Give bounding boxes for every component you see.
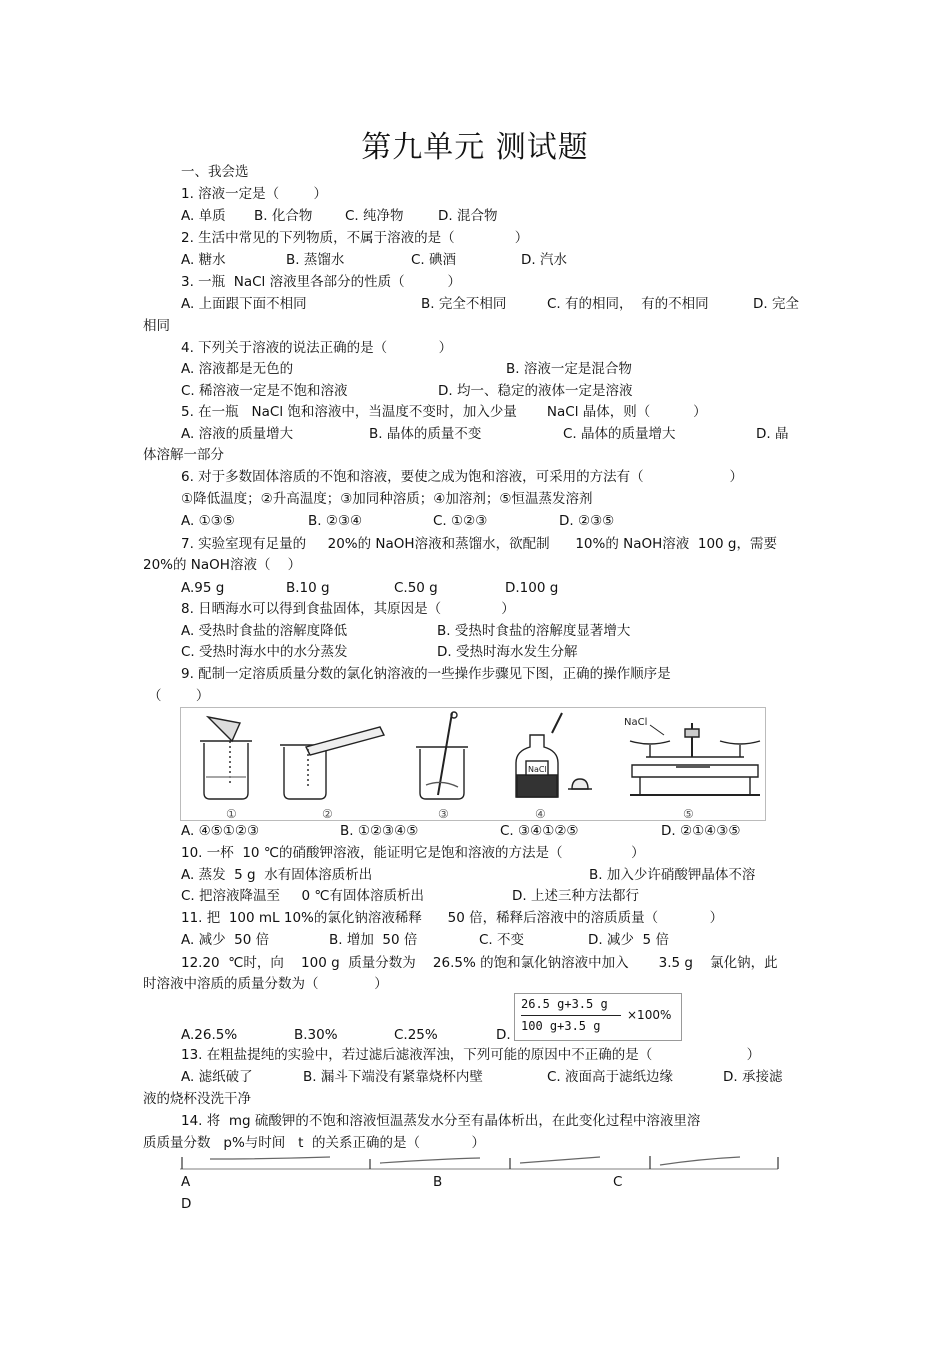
q7-option-b: B.10 g	[286, 580, 330, 596]
q3-option-d-cont: 相同	[143, 318, 170, 334]
q9-fig-label-3: ③	[438, 807, 449, 821]
q12-option-c: C.25%	[394, 1027, 438, 1043]
q6-option-d: D. ②③⑤	[559, 513, 615, 529]
q4-option-b: B. 溶液一定是混合物	[506, 361, 632, 377]
q13-option-b: B. 漏斗下端没有紧靠烧杯内壁	[303, 1069, 483, 1085]
q13-stem: 13. 在粗盐提纯的实验中，若过滤后滤液浑浊，下列可能的原因中不正确的是（ ）	[181, 1047, 761, 1063]
q5-option-b: B. 晶体的质量不变	[369, 426, 482, 442]
q11-option-d: D. 减少 5 倍	[588, 932, 669, 948]
q14-option-a: A	[181, 1174, 191, 1190]
q9-figure	[180, 707, 766, 821]
page-title: 第九单元 测试题	[361, 130, 589, 165]
q8-option-b: B. 受热时食盐的溶解度显著增大	[437, 623, 631, 639]
q2-option-b: B. 蒸馏水	[286, 252, 345, 268]
formula-denominator: 100 g+3.5 g	[521, 1019, 601, 1033]
q2-option-d: D. 汽水	[521, 252, 567, 268]
q14-graphs-strip	[180, 1153, 780, 1171]
q9-stem: 9. 配制一定溶质质量分数的氯化钠溶液的一些操作步骤见下图，正确的操作顺序是	[181, 666, 671, 682]
q11-option-b: B. 增加 50 倍	[329, 932, 418, 948]
q2-stem: 2. 生活中常见的下列物质，不属于溶液的是（ ）	[181, 230, 529, 246]
formula-fraction-bar	[521, 1015, 621, 1016]
q13-option-a: A. 滤纸破了	[181, 1069, 253, 1085]
q9-option-a: A. ④⑤①②③	[181, 823, 260, 839]
q5-stem: 5. 在一瓶 NaCl 饱和溶液中，当温度不变时，加入少量 NaCl 晶体，则（ ）	[181, 404, 707, 420]
q3-stem: 3. 一瓶 NaCl 溶液里各部分的性质（ ）	[181, 274, 462, 290]
q12-option-a: A.26.5%	[181, 1027, 238, 1043]
formula-numerator: 26.5 g+3.5 g	[521, 997, 608, 1011]
q5-option-c: C. 晶体的质量增大	[563, 426, 676, 442]
q5-option-a: A. 溶液的质量增大	[181, 426, 294, 442]
q10-option-c: C. 把溶液降温至 0 ℃有固体溶质析出	[181, 888, 425, 904]
q3-option-d: D. 完全	[753, 296, 799, 312]
q6-option-a: A. ①③⑤	[181, 513, 235, 529]
q3-option-a: A. 上面跟下面不相同	[181, 296, 307, 312]
q7-stem-cont: 20%的 NaOH溶液（ ）	[143, 557, 302, 573]
q9-stem-cont: （ ）	[148, 688, 210, 704]
q14-option-d: D	[181, 1196, 192, 1212]
q10-option-b: B. 加入少许硝酸钾晶体不溶	[589, 867, 756, 883]
q9-option-d: D. ②①④③⑤	[661, 823, 741, 839]
q5-option-d: D. 晶	[756, 426, 789, 442]
q10-option-d: D. 上述三种方法都行	[512, 888, 639, 904]
q7-option-c: C.50 g	[394, 580, 438, 596]
q14-stem-cont: 质质量分数 p%与时间 t 的关系正确的是（ ）	[143, 1135, 486, 1151]
q14-option-c: C	[613, 1174, 623, 1190]
q11-option-a: A. 减少 50 倍	[181, 932, 270, 948]
q7-option-a: A.95 g	[181, 580, 225, 596]
q9-option-c: C. ③④①②⑤	[500, 823, 579, 839]
q13-option-d: D. 承接滤	[723, 1069, 783, 1085]
q14-option-b: B	[433, 1174, 443, 1190]
q12-stem-cont: 时溶液中溶质的质量分数为（ ）	[143, 976, 388, 992]
reagent-bottle-icon	[516, 713, 592, 797]
q12-stem: 12.20 ℃时，向 100 g 质量分数为 26.5% 的饱和氯化钠溶液中加入 3.5 g 氯化钠，此	[181, 955, 778, 971]
svg-text:NaCl: NaCl	[624, 717, 648, 728]
q12-option-b: B.30%	[294, 1027, 338, 1043]
q1-stem: 1. 溶液一定是（ ）	[181, 186, 328, 202]
q8-option-c: C. 受热时海水中的水分蒸发	[181, 644, 348, 660]
q5-option-d-cont: 体溶解一部分	[143, 447, 224, 463]
q11-stem: 11. 把 100 mL 10%的氯化钠溶液稀释 50 倍，稀释后溶液中的溶质质量（ ）	[181, 910, 724, 926]
balance-icon	[624, 717, 760, 795]
q2-option-a: A. 糖水	[181, 252, 226, 268]
q4-option-a: A. 溶液都是无色的	[181, 361, 294, 377]
q1-option-d: D. 混合物	[438, 208, 498, 224]
q10-option-a: A. 蒸发 5 g 水有固体溶质析出	[181, 867, 373, 883]
q9-fig-label-2: ②	[322, 807, 333, 821]
q13-option-d-cont: 液的烧杯没洗干净	[143, 1091, 251, 1107]
q14-stem: 14. 将 mg 硫酸钾的不饱和溶液恒温蒸发水分至有晶体析出，在此变化过程中溶液里溶	[181, 1113, 701, 1129]
q7-option-d: D.100 g	[505, 580, 559, 596]
stirring-rod-icon	[416, 712, 468, 799]
q8-option-d: D. 受热时海水发生分解	[437, 644, 578, 660]
q12-formula-box	[514, 993, 682, 1041]
q1-option-b: B. 化合物	[254, 208, 313, 224]
q1-option-c: C. 纯净物	[345, 208, 404, 224]
q8-stem: 8. 日晒海水可以得到食盐固体，其原因是（ ）	[181, 601, 515, 617]
q9-fig-label-5: ⑤	[683, 807, 694, 821]
beaker-pour-icon	[200, 717, 252, 799]
q9-option-b: B. ①②③④⑤	[340, 823, 419, 839]
q4-option-c: C. 稀溶液一定是不饱和溶液	[181, 383, 348, 399]
cylinder-pour-icon	[280, 727, 384, 799]
q13-option-c: C. 液面高于滤纸边缘	[547, 1069, 674, 1085]
q10-stem: 10. 一杯 10 ℃的硝酸钾溶液，能证明它是饱和溶液的方法是（ ）	[181, 845, 645, 861]
q11-option-c: C. 不变	[479, 932, 525, 948]
q6-option-c: C. ①②③	[433, 513, 488, 529]
q6-stem: 6. 对于多数固体溶质的不饱和溶液，要使之成为饱和溶液，可采用的方法有（ ）	[181, 469, 743, 485]
q3-option-c: C. 有的相同， 有的不相同	[547, 296, 709, 312]
q6-methods: ①降低温度；②升高温度；③加同种溶质；④加溶剂；⑤恒温蒸发溶剂	[181, 491, 593, 507]
formula-multiplier: ×100%	[627, 1008, 672, 1022]
q7-stem: 7. 实验室现有足量的 20%的 NaOH溶液和蒸馏水，欲配制 10%的 NaOH溶液 100 g，需要	[181, 536, 777, 552]
q3-option-b: B. 完全不相同	[421, 296, 507, 312]
q9-fig-label-4: ④	[535, 807, 546, 821]
q8-option-a: A. 受热时食盐的溶解度降低	[181, 623, 348, 639]
q12-option-d: D.	[496, 1027, 511, 1043]
section-heading: 一、我会选	[181, 164, 249, 180]
q4-stem: 4. 下列关于溶液的说法正确的是（ ）	[181, 340, 453, 356]
q9-fig-label-1: ①	[226, 807, 237, 821]
q2-option-c: C. 碘酒	[411, 252, 457, 268]
q6-option-b: B. ②③④	[308, 513, 363, 529]
q1-option-a: A. 单质	[181, 208, 226, 224]
q4-option-d: D. 均一、稳定的液体一定是溶液	[438, 383, 633, 399]
svg-text:NaCl: NaCl	[528, 765, 547, 774]
